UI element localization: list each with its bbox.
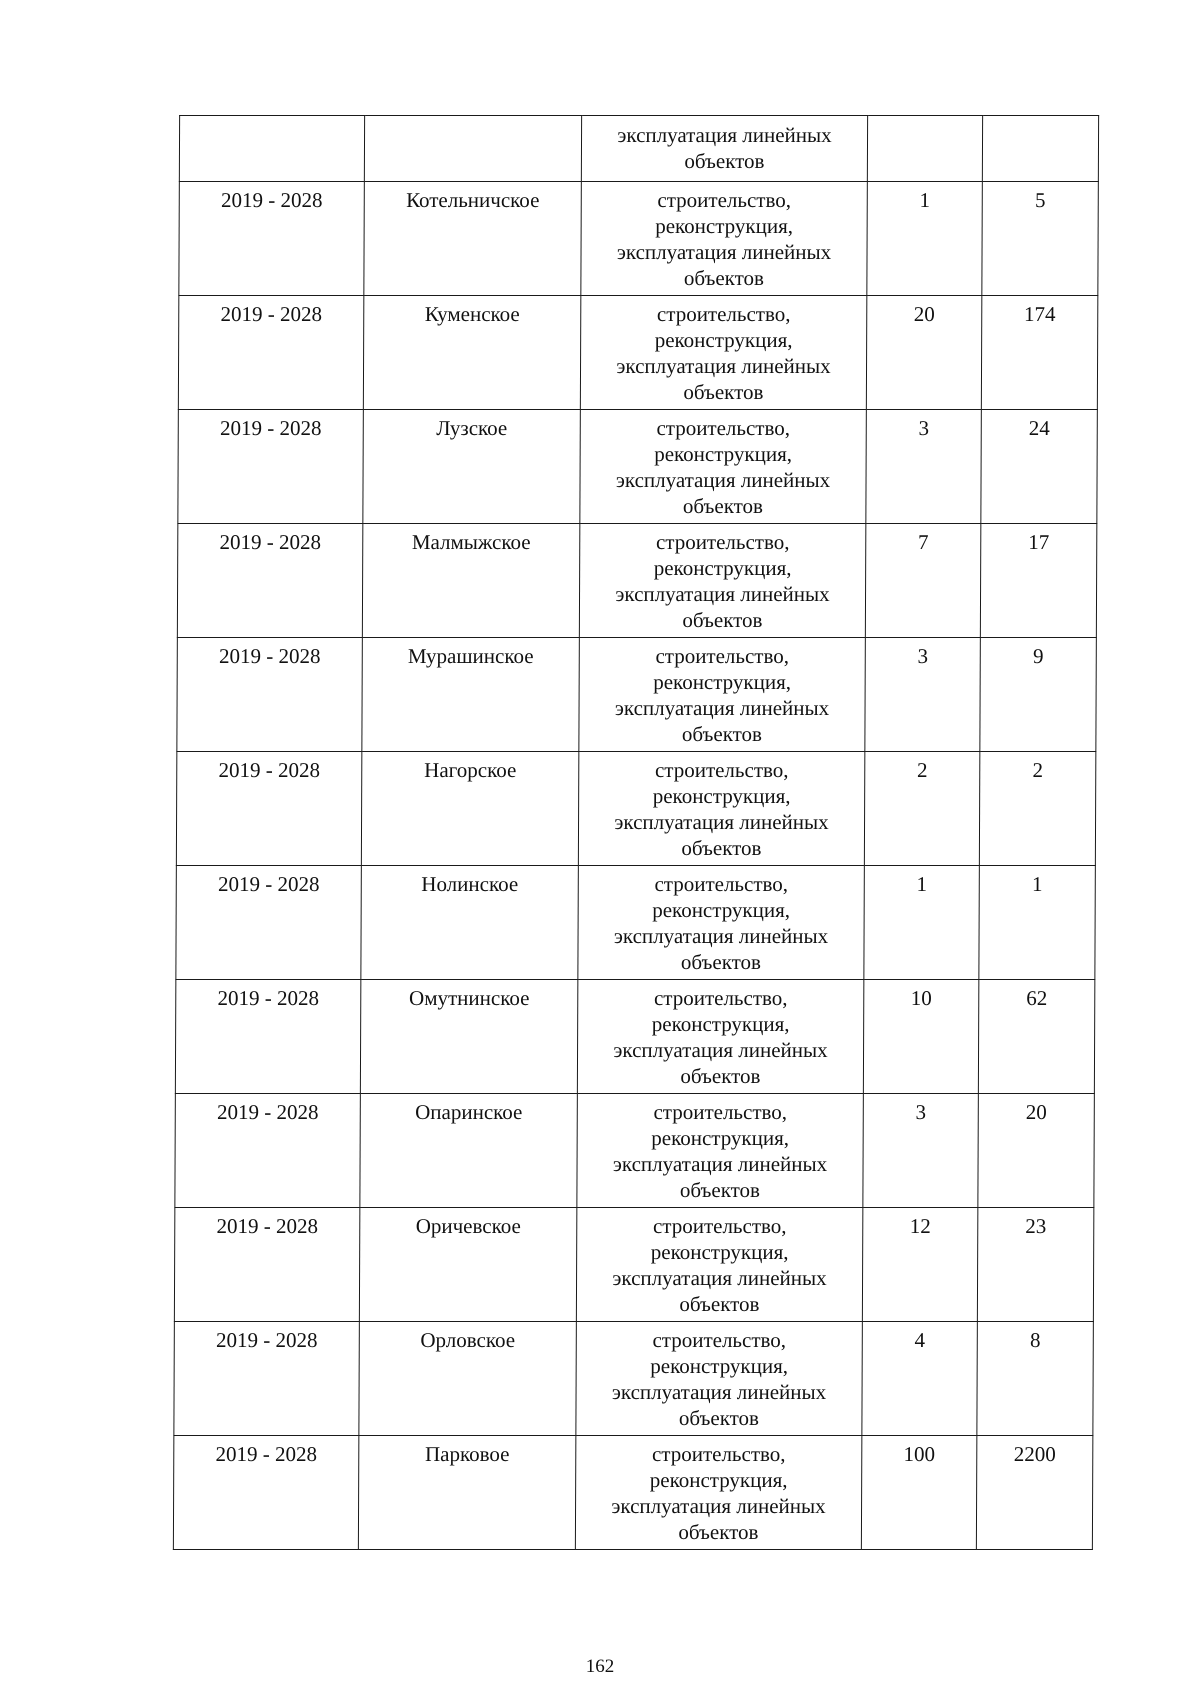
- cell-name: Котельничское: [364, 182, 581, 296]
- cell-period: 2019 - 2028: [175, 980, 360, 1094]
- table-row: [178, 296, 1097, 410]
- cell-count: 20: [866, 296, 981, 410]
- page-number: 162: [585, 1656, 615, 1677]
- table-row: [174, 1322, 1093, 1436]
- cell-purpose: строительство, реконструкция, эксплуатация линейных объектов: [579, 524, 865, 638]
- cell-area: 17: [980, 524, 1096, 638]
- cell-area: 9: [980, 638, 1096, 752]
- table-row-continuation: [179, 116, 1098, 182]
- cell-purpose: строительство, реконструкция, эксплуатация линейных объектов: [580, 296, 866, 410]
- cell-period: 2019 - 2028: [177, 524, 362, 638]
- cell-count: 7: [865, 524, 980, 638]
- cell-period: 2019 - 2028: [178, 296, 363, 410]
- cell-purpose: строительство, реконструкция, эксплуатация линейных объектов: [576, 1322, 862, 1436]
- cell-period: 2019 - 2028: [174, 1322, 359, 1436]
- cell-name: Нолинское: [361, 866, 578, 980]
- cell-area: 5: [982, 182, 1098, 296]
- cell-purpose: строительство, реконструкция, эксплуатация линейных объектов: [579, 638, 865, 752]
- cell-count: 3: [863, 1094, 978, 1208]
- cell-period: 2019 - 2028: [177, 638, 362, 752]
- cell-area: 24: [981, 410, 1097, 524]
- table-row: [175, 980, 1094, 1094]
- cell-name: Мурашинское: [362, 638, 579, 752]
- cell-name: Орловское: [359, 1322, 576, 1436]
- cell-period: 2019 - 2028: [174, 1208, 359, 1322]
- cell-period: 2019 - 2028: [175, 1094, 360, 1208]
- cell-purpose: строительство, реконструкция, эксплуатация линейных объектов: [576, 1208, 862, 1322]
- cell-period: 2019 - 2028: [179, 182, 364, 296]
- table-row: [177, 638, 1096, 752]
- table-row: [175, 1094, 1094, 1208]
- cell-name: Лузское: [363, 410, 580, 524]
- cell-count: 4: [862, 1322, 977, 1436]
- cell-area: 174: [981, 296, 1097, 410]
- table-body: [173, 116, 1098, 1550]
- cell-name: Малмыжское: [362, 524, 579, 638]
- cell-area: 2: [979, 752, 1095, 866]
- cell-purpose: строительство, реконструкция, эксплуатация линейных объектов: [578, 866, 864, 980]
- table-row: [173, 1436, 1092, 1550]
- cell-count: 2: [864, 752, 979, 866]
- cell-purpose: эксплуатация линейных объектов: [581, 116, 867, 182]
- cell-count: 10: [863, 980, 978, 1094]
- cell-count: 1: [867, 182, 982, 296]
- cell-name: Опаринское: [360, 1094, 577, 1208]
- table-row: [176, 866, 1095, 980]
- cell-period: 2019 - 2028: [178, 410, 363, 524]
- cell-count: [867, 116, 982, 182]
- cell-name: Оричевское: [359, 1208, 576, 1322]
- table-row: [177, 524, 1096, 638]
- cell-area: 1: [979, 866, 1095, 980]
- cell-area: 20: [978, 1094, 1094, 1208]
- cell-count: 100: [861, 1436, 976, 1550]
- cell-purpose: строительство, реконструкция, эксплуатация линейных объектов: [581, 182, 867, 296]
- cell-area: [982, 116, 1098, 182]
- cell-purpose: строительство, реконструкция, эксплуатация линейных объектов: [577, 1094, 863, 1208]
- cell-area: 2200: [976, 1436, 1092, 1550]
- table-row: [174, 1208, 1093, 1322]
- cell-count: 1: [864, 866, 979, 980]
- cell-name: Омутнинское: [360, 980, 577, 1094]
- table-row: [176, 752, 1095, 866]
- cell-area: 8: [977, 1322, 1093, 1436]
- cell-count: 12: [862, 1208, 977, 1322]
- cell-purpose: строительство, реконструкция, эксплуатация линейных объектов: [575, 1436, 861, 1550]
- cell-area: 23: [977, 1208, 1093, 1322]
- table-row: [179, 182, 1098, 296]
- data-table: [173, 115, 1099, 1550]
- cell-period: 2019 - 2028: [176, 752, 361, 866]
- cell-name: [364, 116, 581, 182]
- cell-purpose: строительство, реконструкция, эксплуатация линейных объектов: [577, 980, 863, 1094]
- cell-name: Парковое: [358, 1436, 575, 1550]
- cell-name: Куменское: [363, 296, 580, 410]
- cell-period: 2019 - 2028: [176, 866, 361, 980]
- cell-count: 3: [866, 410, 981, 524]
- cell-period: [179, 116, 364, 182]
- cell-area: 62: [978, 980, 1094, 1094]
- table-row: [178, 410, 1097, 524]
- cell-purpose: строительство, реконструкция, эксплуатация линейных объектов: [578, 752, 864, 866]
- cell-count: 3: [865, 638, 980, 752]
- cell-purpose: строительство, реконструкция, эксплуатация линейных объектов: [580, 410, 866, 524]
- cell-period: 2019 - 2028: [173, 1436, 358, 1550]
- cell-name: Нагорское: [361, 752, 578, 866]
